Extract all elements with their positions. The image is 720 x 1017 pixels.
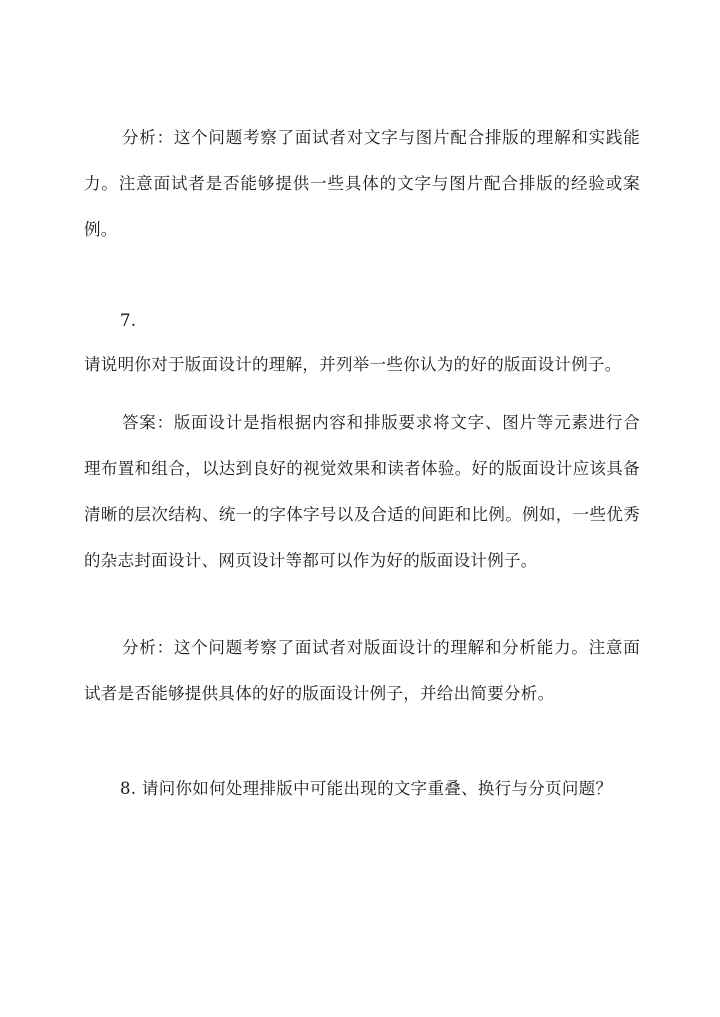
analysis-paragraph-2: 分析：这个问题考察了面试者对版面设计的理解和分析能力。注意面试者是否能够提供具体的好的版面设计例子，并给出简要分析。 [84, 638, 640, 703]
question-8-text: 8. 请问你如何处理排版中可能出现的文字重叠、换行与分页问题？ [120, 779, 613, 798]
analysis-paragraph-1: 分析：这个问题考察了面试者对文字与图片配合排版的理解和实践能力。注意面试者是否能够提供一些具体的文字与图片配合排版的经验或案例。 [84, 128, 640, 239]
question-7-number: 7. [120, 311, 137, 330]
answer-7-paragraph: 答案：版面设计是指根据内容和排版要求将文字、图片等元素进行合理布置和组合，以达到良好的视觉效果和读者体验。好的版面设计应该具备清晰的层次结构、统一的字体字号以及合适的间距和比例。例如，一些优秀的杂志封面设计、网页设计等都可以作为好的版面设计例子。 [84, 413, 640, 570]
question-7-text: 请说明你对于版面设计的理解，并列举一些你认为的好的版面设计例子。 [84, 355, 622, 374]
